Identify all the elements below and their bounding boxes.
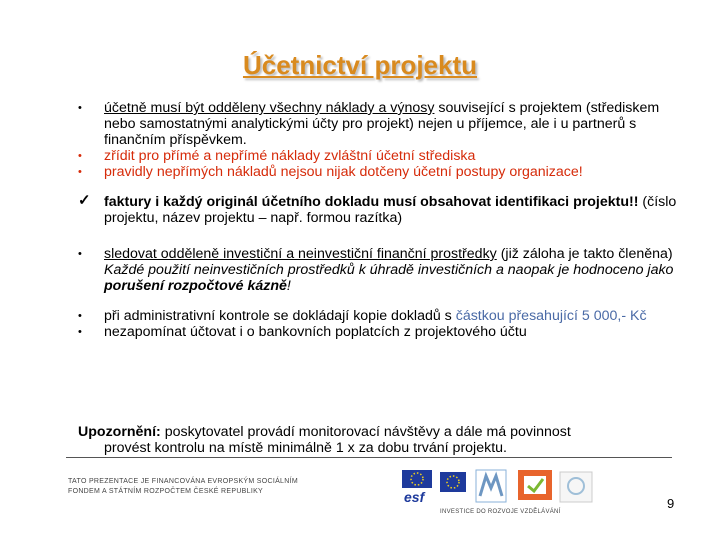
item-text: (již záloha je takto členěna): [496, 246, 673, 262]
check-item: [78, 194, 688, 226]
item-text: (číslo projektu, název projektu – např. formou razítka): [104, 194, 677, 226]
item-text-underlined: účetně musí být odděleny všechny náklady a výnosy: [104, 100, 435, 116]
checkmark-icon: ✓: [78, 192, 91, 209]
msmt-logo-icon: [476, 470, 506, 502]
item-note: Každé použití neinvestičních prostředků k úhradě investičních a naopak je hodnoceno jako: [104, 262, 674, 278]
list-item: [78, 308, 688, 324]
page-number: 9: [667, 496, 675, 511]
logo-strip: [400, 466, 600, 506]
item-text: zřídit pro přímé a nepřímé náklady zvláštní účetní střediska: [104, 148, 476, 164]
regional-logo-icon: [560, 472, 592, 502]
op-vk-logo-icon: [518, 470, 552, 500]
slide-content: [78, 100, 688, 340]
item-text: nezapomínat účtovat i o bankovních poplatcích z projektového účtu: [104, 324, 527, 340]
item-note-end: !: [286, 278, 291, 294]
footer-line: FONDEM A STÁTNÍM ROZPOČTEM ČESKÉ REPUBLIKY: [68, 488, 264, 495]
item-text-underlined: sledovat odděleně investiční a neinvestiční finanční prostředky: [104, 246, 497, 262]
item-text: související s projektem (střediskem nebo samostatnými analytickými účty pro projekt) nejen u příjemce, ale i u partnerů s finančním příspěvkem.: [104, 100, 660, 148]
bullet-icon: •: [78, 248, 82, 260]
bullet-icon: •: [78, 326, 82, 338]
eu-emblem-icon: [440, 472, 466, 492]
list-item: [78, 246, 688, 294]
list-item: [78, 148, 688, 164]
footer-divider: [66, 457, 672, 458]
item-text: při administrativní kontrole se dokládají kopie dokladů s: [104, 308, 456, 324]
item-text-bold: faktury i každý originál účetního dokladu musí obsahovat identifikaci projektu!!: [104, 194, 639, 210]
footer-line: TATO PREZENTACE JE FINANCOVÁNA EVROPSKÝM SOCIÁLNÍM: [68, 478, 298, 485]
item-text-highlight: částkou přesahující 5 000,- Kč: [455, 308, 647, 324]
eu-flag-icon: [402, 470, 432, 488]
list-item: [78, 100, 688, 148]
list-item: [78, 324, 688, 340]
item-note-bold: porušení rozpočtové kázně: [104, 278, 287, 294]
warning-note: [78, 424, 678, 456]
bullet-icon: •: [78, 102, 82, 114]
item-text: pravidly nepřímých nákladů nejsou nijak dotčeny účetní postupy organizace!: [104, 164, 583, 180]
warning-text: poskytovatel provádí monitorovací návštěvy a dále má povinnost: [160, 424, 571, 440]
esf-logo: esf: [404, 489, 425, 505]
bullet-icon: •: [78, 310, 82, 322]
warning-label: Upozornění:: [78, 424, 161, 440]
list-item: [78, 164, 688, 180]
footer-funding-text: [68, 477, 298, 497]
bullet-icon: •: [78, 150, 82, 162]
warning-text-2: provést kontrolu na místě minimálně 1 x za dobu trvání projektu.: [104, 440, 507, 456]
bullet-icon: •: [78, 166, 82, 178]
logo-caption: INVESTICE DO ROZVOJE VZDĚLÁVÁNÍ: [440, 509, 561, 515]
slide-title: Účetnictví projektu: [242, 50, 478, 80]
